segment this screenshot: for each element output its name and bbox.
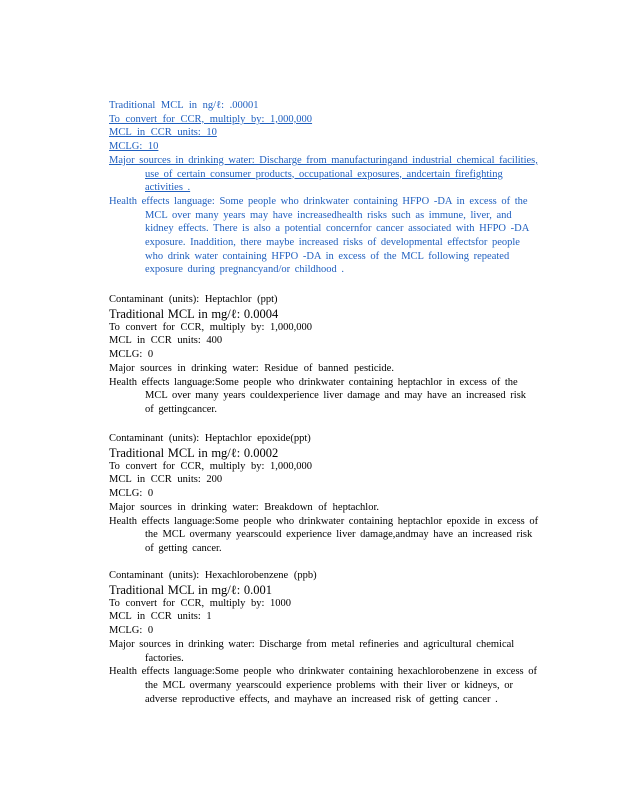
heptachlor-mclg: MCLG: 0 — [109, 349, 154, 361]
heptachlor-health-effects: Health effects language:Some people who drinkwater containing heptachlor in excess of the MCL over many years couldexperience liver damage and may have an increased risk of gettingcancer. — [109, 376, 527, 415]
hcb-convert-factor: To convert for CCR, multiply by: 1000 — [109, 597, 292, 609]
heptachlor-epoxide-section — [109, 432, 539, 556]
epoxide-traditional-mcl: Traditional MCL in mg/ℓ: 0.0002 — [109, 445, 279, 460]
heptachlor-section — [109, 293, 539, 417]
epoxide-health-effects: Health effects language:Some people who drinkwater containing heptachlor epoxide in excess of the MCL overmany yearscould experience liver damage,andmay have an increased risk of getting cancer. — [109, 515, 539, 554]
hfpo-section — [109, 99, 539, 277]
hfpo-mclg: MCLG: 10 — [109, 141, 159, 153]
hexachlorobenzene-section — [109, 569, 539, 706]
heptachlor-major-sources: Major sources in drinking water: Residue of banned pesticide. — [109, 362, 394, 374]
heptachlor-traditional-mcl: Traditional MCL in mg/ℓ: 0.0004 — [109, 306, 279, 321]
hfpo-convert-factor: To convert for CCR, multiply by: 1,000,000 — [109, 113, 313, 125]
hfpo-ccr-units: MCL in CCR units: 10 — [109, 127, 217, 139]
epoxide-convert-factor: To convert for CCR, multiply by: 1,000,000 — [109, 460, 313, 472]
hcb-health-effects: Health effects language:Some people who drinkwater containing hexachlorobenzene in excess of the MCL overmany yearscould experience problems with their liver or kidneys, or adverse reproductive effects, and mayhave an increased risk of getting cancer . — [109, 666, 537, 705]
hfpo-major-sources: Major sources in drinking water: Discharge from manufacturingand industrial chemical facilities, use of certain consumer products, occupational exposures, andcertain firefighting activities . — [109, 154, 538, 194]
hcb-ccr-units: MCL in CCR units: 1 — [109, 611, 212, 623]
hcb-major-sources: Major sources in drinking water: Discharge from metal refineries and agricultural chemical factories. — [109, 638, 515, 664]
epoxide-ccr-units: MCL in CCR units: 200 — [109, 474, 223, 486]
hfpo-health-effects: Health effects language: Some people who drinkwater containing HFPO -DA in excess of the MCL over many years may have increasedhealth risks such as immune, liver, and kidney effects. There is also a potential concernfor cancer associated with HFPO -DA exposure. Inaddition, there maybe increased risks of developmental effectsfor people who drink water containing HFPO -DA in excess of the MCL following repeated exposure during pregnancyand/or childhood . — [109, 195, 529, 276]
epoxide-mclg: MCLG: 0 — [109, 488, 154, 500]
epoxide-major-sources: Major sources in drinking water: Breakdown of heptachlor. — [109, 501, 380, 513]
heptachlor-ccr-units: MCL in CCR units: 400 — [109, 335, 223, 347]
heptachlor-contaminant: Contaminant (units): Heptachlor (ppt) — [109, 294, 278, 305]
hfpo-traditional-mcl: Traditional MCL in ng/ℓ: .00001 — [109, 100, 259, 111]
hcb-mclg: MCLG: 0 — [109, 625, 154, 637]
hcb-contaminant: Contaminant (units): Hexachlorobenzene (ppb) — [109, 570, 317, 581]
hcb-traditional-mcl: Traditional MCL in mg/ℓ: 0.001 — [109, 582, 272, 597]
epoxide-contaminant: Contaminant (units): Heptachlor epoxide(ppt) — [109, 433, 311, 444]
heptachlor-convert-factor: To convert for CCR, multiply by: 1,000,000 — [109, 321, 313, 333]
